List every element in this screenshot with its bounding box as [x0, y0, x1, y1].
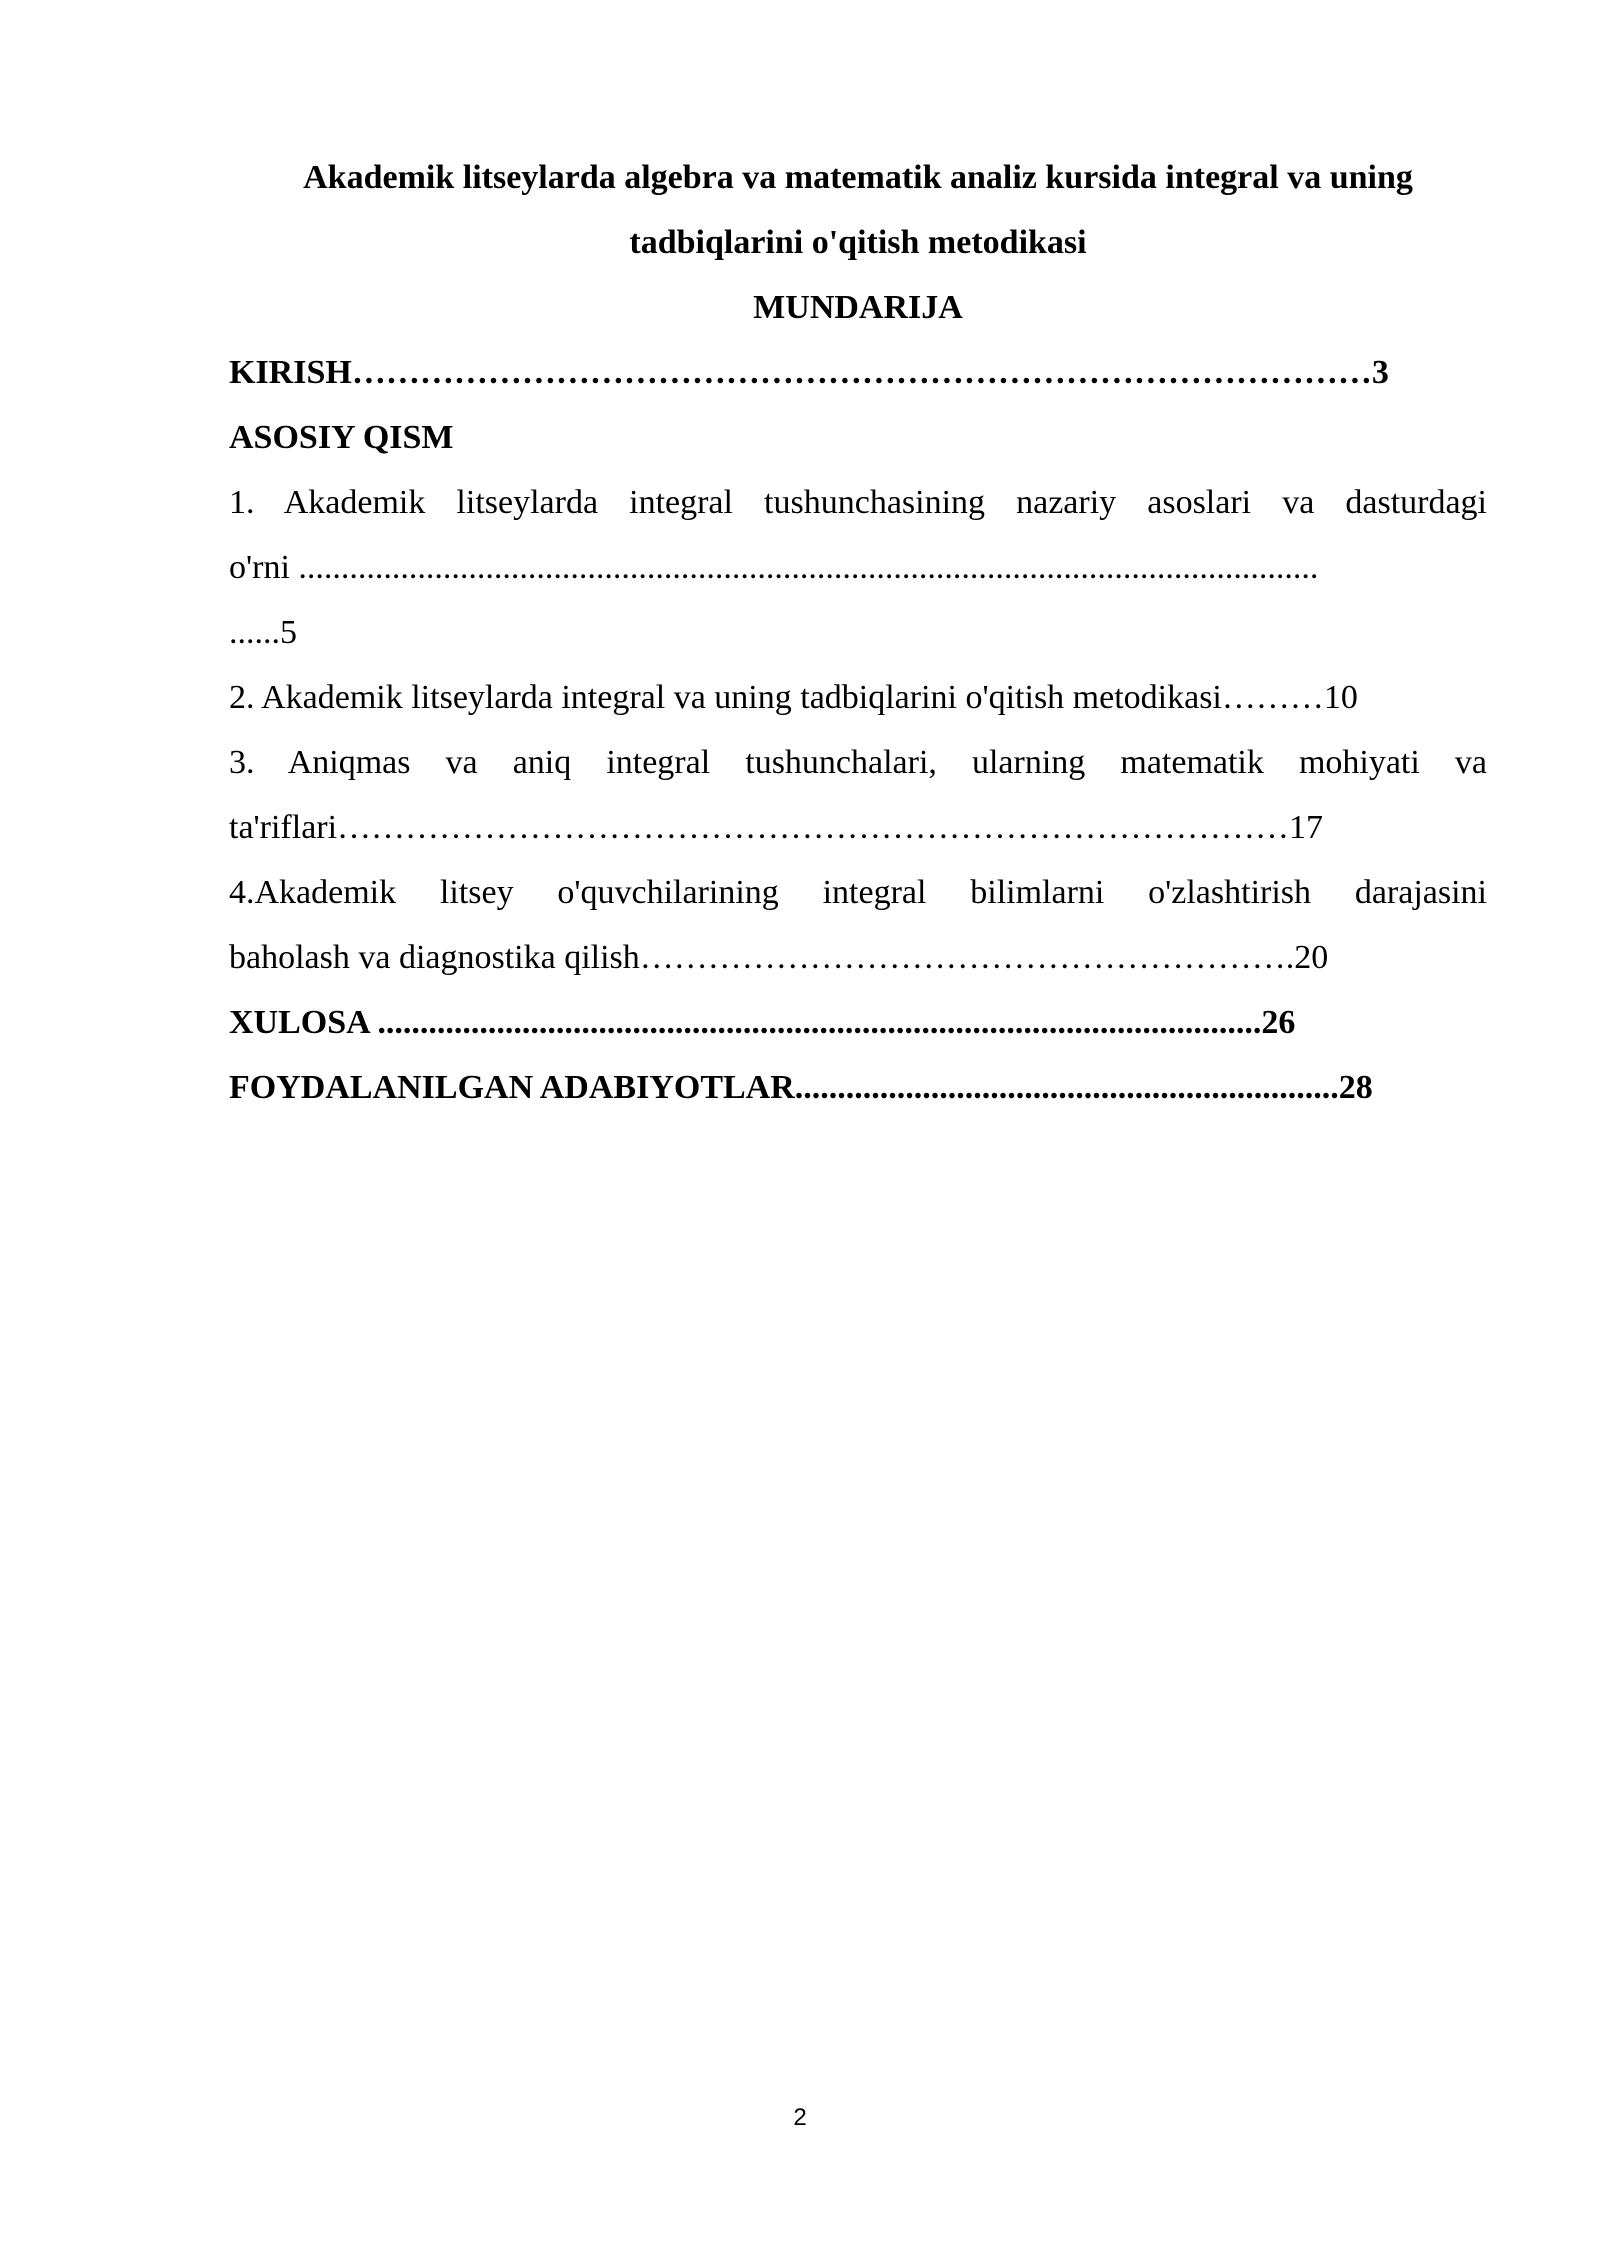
toc-entry-xulosa: XULOSA ........................................................................................................26 — [229, 1004, 1296, 1041]
toc-entry-1-line-1: 1. Akademik litseylarda integral tushunchasining nazariy asoslari va dasturdagi — [229, 484, 1487, 521]
toc-entry-3-line-1: 3. Aniqmas va aniq integral tushunchalari, ularning matematik mohiyati va — [229, 744, 1487, 781]
toc-entry-1-line-3: ......5 — [229, 614, 297, 651]
page-content — [229, 145, 1487, 1120]
document-title — [229, 145, 1487, 275]
toc-entry-adabiyotlar: FOYDALANILGAN ADABIYOTLAR................................................................28 — [229, 1069, 1373, 1106]
toc-entry-3-line-2: ta'riflari…………………………………………………………………………17 — [229, 809, 1324, 846]
toc-section-asosiy-qism: ASOSIY QISM — [229, 419, 454, 456]
toc-entry-2: 2. Akademik litseylarda integral va uning tadbiqlarini o'qitish metodikasi………10 — [229, 679, 1358, 716]
title-line-2: tadbiqlarini o'qitish metodikasi — [629, 224, 1087, 261]
title-line-1: Akademik litseylarda algebra va matematik analiz kursida integral va uning — [303, 159, 1413, 196]
toc-entry-4-line-1: 4.Akademik litsey o'quvchilarining integral bilimlarni o'zlashtirish darajasini — [229, 874, 1487, 911]
toc-entry-1-line-2: o'rni ........................................................................................................................ — [229, 549, 1319, 586]
toc-heading: MUNDARIJA — [753, 289, 963, 326]
toc-entry-kirish: KIRISH………………………………………………………………………………3 — [229, 354, 1389, 391]
toc-entry-4-line-2: baholash va diagnostika qilish………………………………………………….20 — [229, 939, 1329, 976]
page-number: 2 — [793, 2104, 807, 2131]
